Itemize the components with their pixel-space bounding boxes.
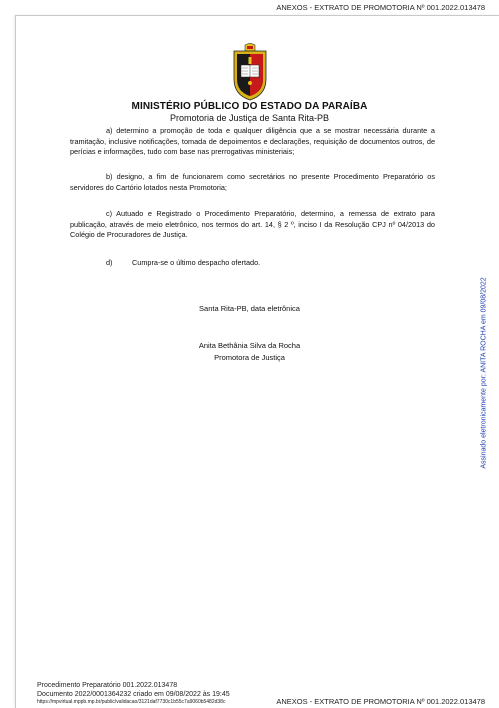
institution-title: MINISTÉRIO PÚBLICO DO ESTADO DA PARAÍBA — [131, 101, 368, 112]
paragraph-d — [70, 258, 435, 269]
place-date: Santa Rita-PB, data eletrônica — [199, 304, 300, 313]
paragraph-c: c) Autuado e Registrado o Procedimento Preparatório, determino, a remessa de extrato para publicação, através de meio eletrônico, nos termos do art. 14, § 2 º, inciso I da Resolução CPJ nº 04/2013 do Colégio de Procuradores de Justiça. — [70, 209, 435, 240]
signer-name: Anita Bethânia Silva da Rocha — [198, 341, 301, 350]
signer-role: Promotora de Justiça — [214, 353, 285, 362]
item-d-label: d) — [106, 258, 113, 267]
footer-info — [37, 682, 230, 706]
institution-subtitle: Promotoria de Justiça de Santa Rita-PB — [169, 113, 330, 123]
header-annex-title: ANEXOS - EXTRATO DE PROMOTORIA Nº 001.2022.013478 — [276, 3, 485, 12]
paragraph-b: b) designo, a fim de funcionarem como secretários no presente Procedimento Preparatório os servidores do Cartório lotados nesta Promotoria; — [70, 172, 435, 192]
footer-validation-url[interactable]: https://mpvirtual.mppb.mp.br/public/validacao/3121daf7730c1b55c7a9060b5482d38c — [37, 699, 226, 705]
electronic-signature-stamp — [478, 268, 490, 478]
footer-procedure: Procedimento Preparatório 001.2022.013478 — [37, 682, 178, 689]
paragraph-a: a) determino a promoção de toda e qualquer diligência que a se mostrar necessária durante a tramitação, inclusive notificações, tomada de depoimentos e declarações, requisição de documentos outros, de perícias e informações, tudo com base nas prerrogativas ministeriais; — [70, 126, 435, 157]
footer-document: Documento 2022/0001364232 criado em 09/08/2022 às 19:45 — [37, 690, 230, 698]
coat-of-arms-emblem — [232, 43, 268, 101]
signature-stamp-text: Assinado eletronicamente por: ANITA ROCHA em 09/08/2022 — [480, 277, 488, 469]
footer-annex-title: ANEXOS - EXTRATO DE PROMOTORIA Nº 001.2022.013478 — [276, 697, 485, 706]
item-d-text: Cumpra-se o último despacho ofertado. — [132, 258, 261, 267]
